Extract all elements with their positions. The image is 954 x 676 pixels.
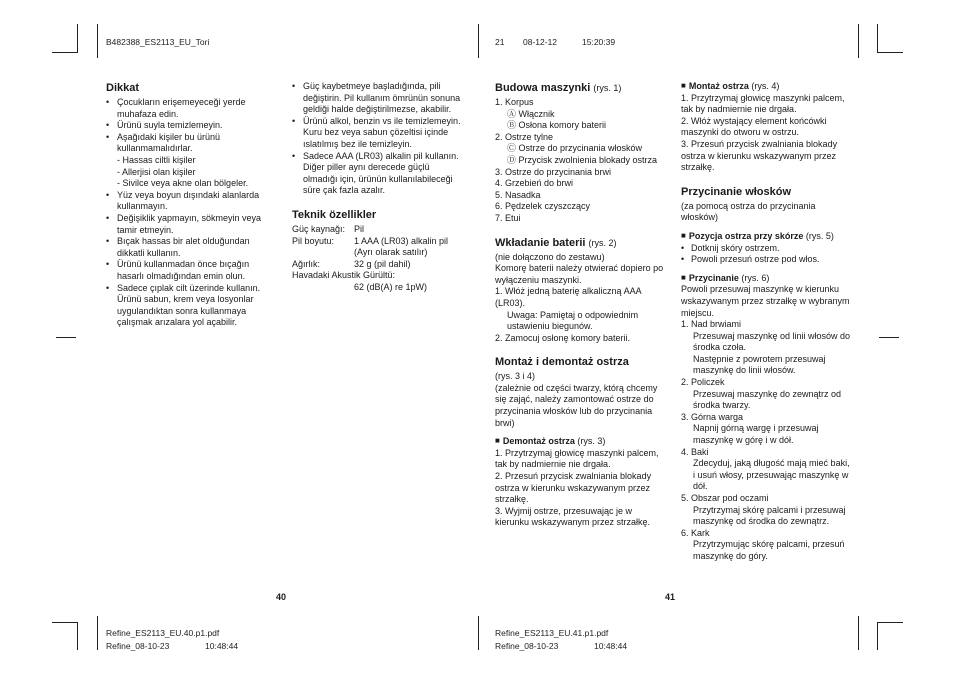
sub-item: Ⓑ Osłona komory baterii [507, 120, 607, 131]
footer-file-left: Refine_ES2113_EU.40.p1.pdf [106, 628, 220, 638]
note: (nie dołączono do zestawu) [495, 251, 605, 262]
list-item: 2. Przesuń przycisk zwalniania blokady ostrza w kierunku wskazywanym przez strzałkę. [495, 471, 652, 505]
spec-value: Pil [354, 223, 365, 234]
spec-value: 1 AAA (LR03) alkalin pil (Ayrı olarak satılır) [354, 235, 449, 258]
subsection-title-montaz [681, 81, 853, 93]
figure-ref: (rys. 3 i 4) [495, 371, 536, 382]
list-item: 4. Baki [681, 446, 709, 457]
subsection-title-przycinanie [681, 273, 853, 285]
list-item: 1. Przytrzymaj głowicę maszynki palcem, tak by nadmiernie nie drgała. [681, 92, 845, 115]
list-item: • Yüz veya boyun dışındaki alanlarda kullanmayın. [106, 190, 278, 213]
header-date: 08-12-12 [523, 37, 558, 47]
column-1 [106, 81, 278, 329]
sub-item: - Sivilce veya akne olan bölgeler. [117, 178, 249, 189]
footer-time-right: 10:48:44 [594, 641, 628, 651]
figure-ref: (rys. 3) [577, 436, 606, 447]
list-item: • Çocukların erişemeyeceği yerde muhafaza edin. [106, 97, 278, 120]
footer-time-left: 10:48:44 [205, 641, 239, 651]
list-item: • Ürünü suyla temizlemeyin. [106, 120, 278, 132]
list-item: 7. Etui [495, 212, 521, 223]
crop-mark-br2-v [858, 616, 859, 650]
page-number-left: 40 [276, 592, 287, 602]
column-3 [495, 81, 667, 529]
figure-ref: (rys. 6) [741, 272, 770, 283]
figure-ref: (rys. 2) [588, 237, 617, 248]
crop-mark-br-v [877, 622, 878, 650]
crop-mark-br-h [877, 622, 903, 623]
list-item: 6. Pędzelek czyszczący [495, 201, 591, 212]
list-item: 3. Ostrze do przycinania brwi [495, 166, 612, 177]
section-title-przycinanie: Przycinanie włosków [681, 185, 792, 198]
list-item: • Ürünü kullanmadan önce bıçağın hasarlı olmadığından emin olun. [106, 259, 278, 282]
list-item: 1. Nad brwiami [681, 319, 742, 330]
section-title-budowa [495, 81, 667, 95]
footer-date-left: Refine_08-10-23 [106, 641, 170, 651]
subsection-title-pozycja [681, 231, 853, 243]
column-4 [681, 81, 853, 563]
section-title-montaz: Montaż i demontaż ostrza [495, 356, 629, 369]
list-item: 1. Korpus [495, 97, 534, 107]
list-item: 5. Obszar pod oczami [681, 493, 769, 503]
spec-key: Güç kaynağı: [292, 223, 346, 234]
list-item: 2. Policzek [681, 377, 725, 388]
section-title-bateria [495, 236, 667, 250]
list-item: 5. Nasadka [495, 189, 541, 200]
spec-key: Pil boyutu: [292, 235, 335, 246]
subsection-title-text: Demontaż ostrza [502, 436, 575, 447]
sub-item: Przytrzymując skórę palcami, przesuń maszynkę do góry. [693, 539, 845, 561]
crop-mark-bl-h [52, 622, 78, 623]
crop-mark-tl2-v [97, 24, 98, 58]
section-title-dikkat: Dikkat [106, 82, 140, 94]
crop-mark-tr2-v [858, 24, 859, 58]
crop-mark-tl-v [77, 24, 78, 52]
list-item: • Güç kaybetmeye başladığında, pili değiştirin. Pil kullanım ömrünün sonuna geldiği halde değiştirilmezse, akabilir. [292, 81, 464, 116]
section-title-teknik: Teknik özellikler [292, 208, 377, 221]
list-item: 6. Kark [681, 527, 710, 538]
list-item-text: Aşağıdaki kişiler bu ürünü kullanmamalıdırlar. [117, 131, 221, 154]
column-2 [292, 81, 464, 294]
list-item: 3. Wyjmij ostrze, przesuwając je w kierunku wskazywanym przez strzałkę. [495, 505, 651, 528]
figure-ref: (rys. 1) [593, 83, 622, 93]
list-item: • Bıçak hassas bir alet olduğundan dikkatli kullanın. [106, 236, 278, 259]
sub-item: Ⓐ Włącznik [507, 108, 555, 119]
crop-mark-tr-h [877, 52, 903, 53]
list-item: 4. Grzebień do brwi [495, 178, 574, 189]
spec-value: 62 (dB(A) re 1pW) [354, 281, 428, 292]
sub-item: - Allerjisi olan kişiler [117, 166, 196, 177]
figure-ref: (rys. 4) [751, 81, 780, 91]
list-item: • Sadece AAA (LR03) alkalin pil kullanın. Diğer piller aynı derecede güçlü olmadığı için, ürünün kullanılabileceği süre çak fazla azalır. [292, 151, 464, 197]
spec-key: Havadaki Akustik Gürültü: [292, 270, 396, 281]
sub-item: Przesuwaj maszynkę od linii włosów do środka czoła. [693, 330, 851, 353]
list-item: 1. Przytrzymaj głowicę maszynki palcem, tak by nadmiernie nie drgała. [495, 447, 659, 470]
list-item-text: Ürünü alkol, benzin vs ile temizlemeyin. [303, 115, 461, 126]
crop-mark-tl-h [52, 52, 78, 53]
spec-value: 32 g (pil dahil) [354, 258, 411, 269]
list-item: 2. Ostrze tylne [495, 131, 554, 142]
list-item: 3. Przesuń przycisk zwalniania blokady ostrza w kierunku wskazywanym przez strzałkę. [681, 138, 838, 173]
paragraph: Komorę baterii należy otwierać dopiero po wyłączeniu maszynki. [495, 263, 664, 285]
section-title-text: Budowa maszynki [495, 82, 591, 94]
sub-item: Ⓒ Ostrze do przycinania włosków [507, 143, 643, 154]
sub-item: Ⓓ Przycisk zwolnienia blokady ostrza [507, 154, 658, 165]
crop-mark-bl-v [77, 622, 78, 650]
crop-mark-tr-v [877, 24, 878, 52]
crop-mark-ml-h [56, 337, 76, 338]
list-item: 1. Włóż jedną baterię alkaliczną AAA (LR03). [495, 286, 642, 308]
crop-mark-tc-v [478, 24, 479, 58]
paragraph: (za pomocą ostrza do przycinania włosków) [681, 200, 816, 223]
crop-mark-bl2-v [97, 616, 98, 650]
figure-ref: (rys. 5) [805, 230, 834, 241]
footer-date-right: Refine_08-10-23 [495, 641, 559, 651]
subsection-title-text: Montaż ostrza [688, 81, 749, 91]
crop-mark-bc-v [478, 616, 479, 650]
list-item-continuation: Kuru bez veya sabun çözeltisi içinde ıslatılmış bez ile temizleyin. [303, 127, 449, 149]
note: Uwaga: Pamiętaj o odpowiednim ustawieniu biegunów. [507, 309, 639, 332]
spec-key: Ağırlık: [292, 258, 321, 269]
sub-item: - Hassas ciltli kişiler [117, 154, 196, 165]
page-number-right: 41 [665, 592, 676, 602]
list-item: 2. Zamocuj osłonę komory baterii. [495, 332, 631, 343]
list-item: • Dotknij skóry ostrzem. [681, 243, 853, 255]
subsection-title-demontaz [495, 436, 667, 448]
subsection-title-text: Przycinanie [688, 272, 739, 283]
list-item: • Powoli przesuń ostrze pod włos. [681, 254, 853, 266]
sub-item: Napnij górną wargę i przesuwaj maszynkę w górę i w dół. [693, 423, 819, 446]
list-item: • Değişiklik yapmayın, sökmeyin veya tamir etmeyin. [106, 213, 278, 236]
header-time: 15:20:39 [582, 37, 616, 47]
paragraph: Powoli przesuwaj maszynkę w kierunku wskazywanym przez strzałkę w wybranym miejscu. [681, 284, 850, 318]
subsection-title-text: Pozycja ostrza przy skórze [688, 230, 804, 241]
list-item [106, 132, 278, 190]
paragraph: (zależnie od części twarzy, którą chcemy się zająć, należy zamontować ostrze do przycinania włosków lub do przycinania brwi) [495, 382, 658, 428]
list-item: 2. Włóż wystający element końcówki maszynki do otworu w ostrzu. [681, 115, 827, 138]
section-title-text: Wkładanie baterii [495, 236, 586, 249]
sub-item: Przesuwaj maszynkę do zewnątrz od środka twarzy. [693, 388, 842, 411]
header-number: 21 [495, 37, 505, 47]
list-item: 3. Górna warga [681, 411, 744, 422]
header-filename: B482388_ES2113_EU_Tori [106, 37, 210, 47]
sub-item: Zdecyduj, jaką długość mają mieć baki, i usuń włosy, przesuwając maszynkę w dół. [693, 458, 850, 492]
sub-item: Następnie z powrotem przesuwaj maszynkę do linii włosów. [693, 353, 826, 376]
footer-file-right: Refine_ES2113_EU.41.p1.pdf [495, 628, 609, 638]
sub-item: Przytrzymaj skórę palcami i przesuwaj maszynkę od środka do zewnątrz. [693, 504, 846, 527]
list-item [292, 116, 464, 151]
crop-mark-mr-h [879, 337, 899, 338]
list-item: • Sadece çıplak cilt üzerinde kullanın. Ürünü sabun, krem veya losyonlar uygulandıktan sonra kullanmaya çalışmak arızalara yol açabilir. [106, 283, 278, 329]
